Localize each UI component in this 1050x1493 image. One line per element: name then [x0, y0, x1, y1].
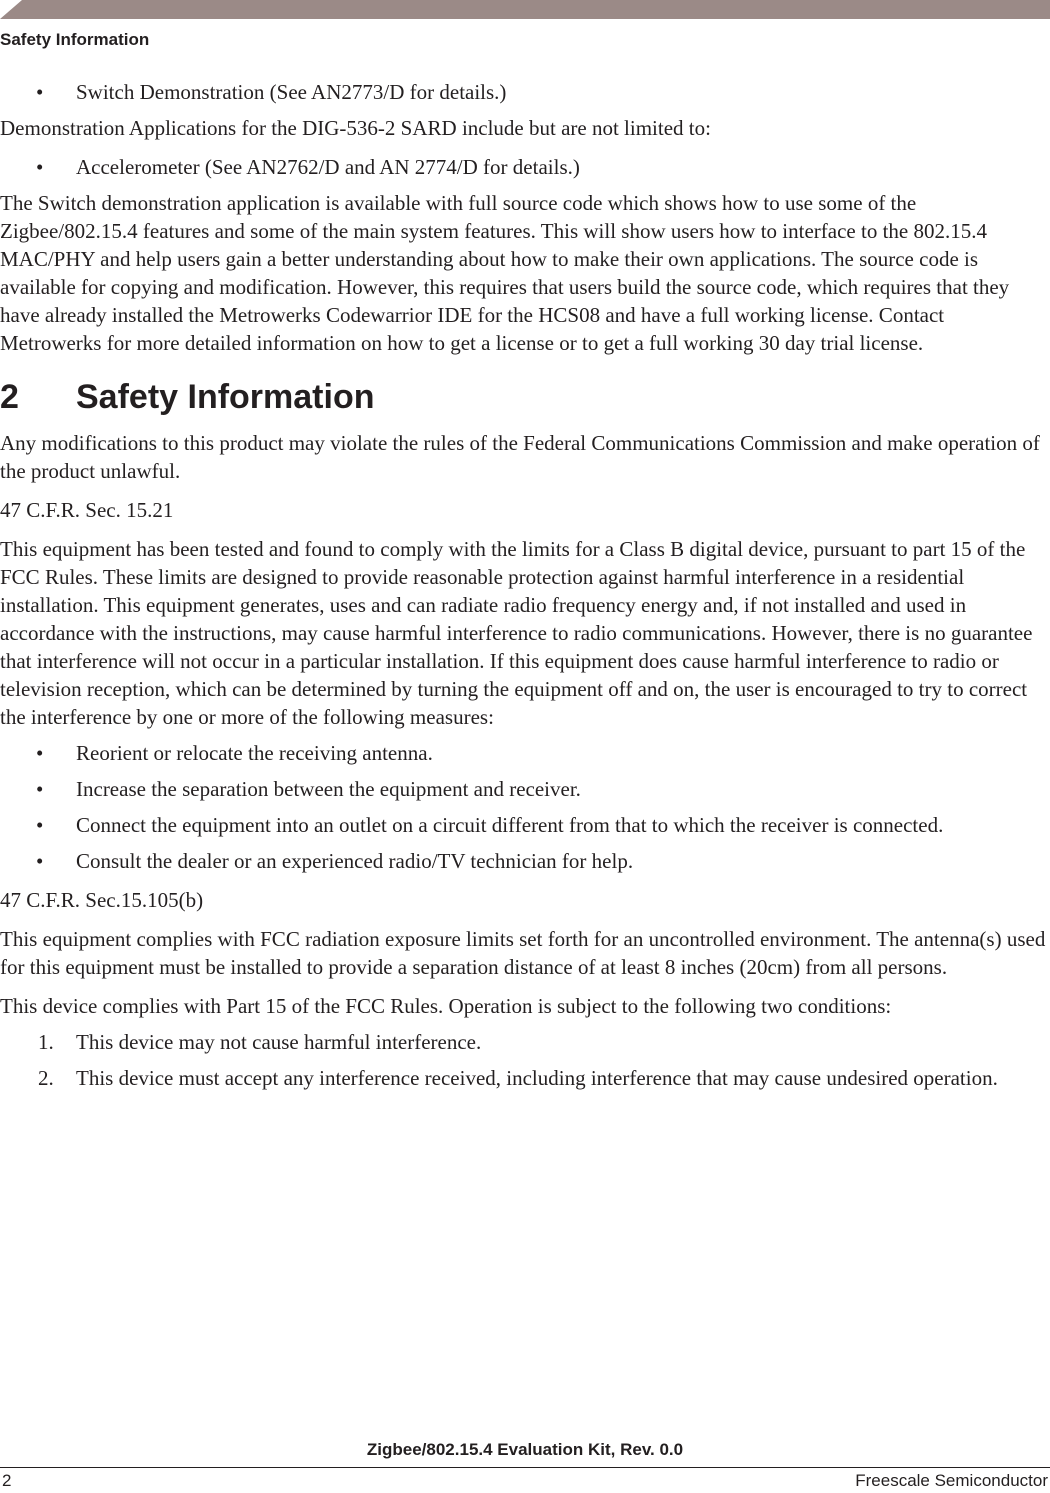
measure-item [0, 775, 1048, 803]
condition-item [0, 1064, 1048, 1092]
section-number: 2 [0, 378, 19, 416]
condition-number: 1. [38, 1030, 54, 1054]
paragraph-modifications: Any modifications to this product may violate the rules of the Federal Communications Commission and make operation of the product unlawful. [0, 431, 1040, 483]
bullet-marker: • [36, 777, 44, 801]
bullet-marker: • [36, 741, 44, 765]
measure-text: Connect the equipment into an outlet on a circuit different from that to which the receiver is connected. [76, 813, 944, 837]
condition-text: This device may not cause harmful interference. [76, 1030, 482, 1054]
page-number: 2 [2, 1471, 12, 1490]
bullet-marker: • [36, 155, 44, 179]
bullet-text: Accelerometer (See AN2762/D and AN 2774/D for details.) [76, 155, 580, 179]
paragraph-equipment: This equipment has been tested and found to comply with the limits for a Class B digital device, pursuant to part 15 of the FCC Rules. These limits are designed to provide reasonable protection against harmful interference in a residential installation. This equipment generates, uses and can radiate radio frequency energy and, if not installed and used in accordance with the instructions, may cause harmful interference to radio communications. However, there is no guarantee that interference will not occur in a particular installation. If this equipment does cause harmful interference to radio or television reception, which can be determined by turning the equipment off and on, the user is encouraged to try to correct the interference by one or more of the following measures: [0, 537, 1033, 729]
measure-item [0, 811, 1048, 839]
footer-divider [0, 1467, 1050, 1468]
page-body [0, 78, 1048, 1100]
bullet-marker: • [36, 80, 44, 104]
section-title: Safety Information [76, 378, 375, 416]
measure-text: Reorient or relocate the receiving antenna. [76, 741, 433, 765]
condition-item [0, 1028, 1048, 1056]
bullet-marker: • [36, 813, 44, 837]
cfr-reference: 47 C.F.R. Sec. 15.21 [0, 498, 174, 522]
section-heading [0, 377, 1048, 417]
measure-item [0, 739, 1048, 767]
measure-text: Consult the dealer or an experienced radio/TV technician for help. [76, 849, 634, 873]
footer-company: Freescale Semiconductor [855, 1471, 1048, 1490]
bullet-marker: • [36, 849, 44, 873]
bullet-text: Switch Demonstration (See AN2773/D for details.) [76, 80, 507, 104]
header-bar [0, 0, 1050, 19]
demo-intro: Demonstration Applications for the DIG-536-2 SARD include but are not limited to: [0, 116, 711, 140]
condition-number: 2. [38, 1066, 54, 1090]
paragraph-part15: This device complies with Part 15 of the FCC Rules. Operation is subject to the following two conditions: [0, 994, 892, 1018]
paragraph-switch-demo: The Switch demonstration application is available with full source code which shows how to use some of the Zigbee/802.15.4 features and some of the main system features. This will show users how to interface to the 802.15.4 MAC/PHY and help users gain a better understanding about how to make their own applications. The source code is available for copying and modification. However, this requires that users build the source code, which requires that they have already installed the Metrowerks Codewarrior IDE for the HCS08 and have a full working license. Contact Metrowerks for more detailed information on how to get a license or to get a full working 30 day trial license. [0, 191, 1010, 355]
cfr-reference: 47 C.F.R. Sec.15.105(b) [0, 888, 204, 912]
footer-document-title: Zigbee/802.15.4 Evaluation Kit, Rev. 0.0 [366, 1440, 684, 1459]
condition-text: This device must accept any interference received, including interference that may cause undesired operation. [76, 1066, 998, 1090]
measure-text: Increase the separation between the equipment and receiver. [76, 777, 581, 801]
measure-item [0, 847, 1048, 875]
bullet-item [0, 153, 1048, 181]
running-head: Safety Information [0, 30, 150, 49]
paragraph-exposure: This equipment complies with FCC radiation exposure limits set forth for an uncontrolled environment. The antenna(s) used for this equipment must be installed to provide a separation distance of at least 8 inches (20cm) from all persons. [0, 927, 1046, 979]
bullet-item [0, 78, 1048, 106]
